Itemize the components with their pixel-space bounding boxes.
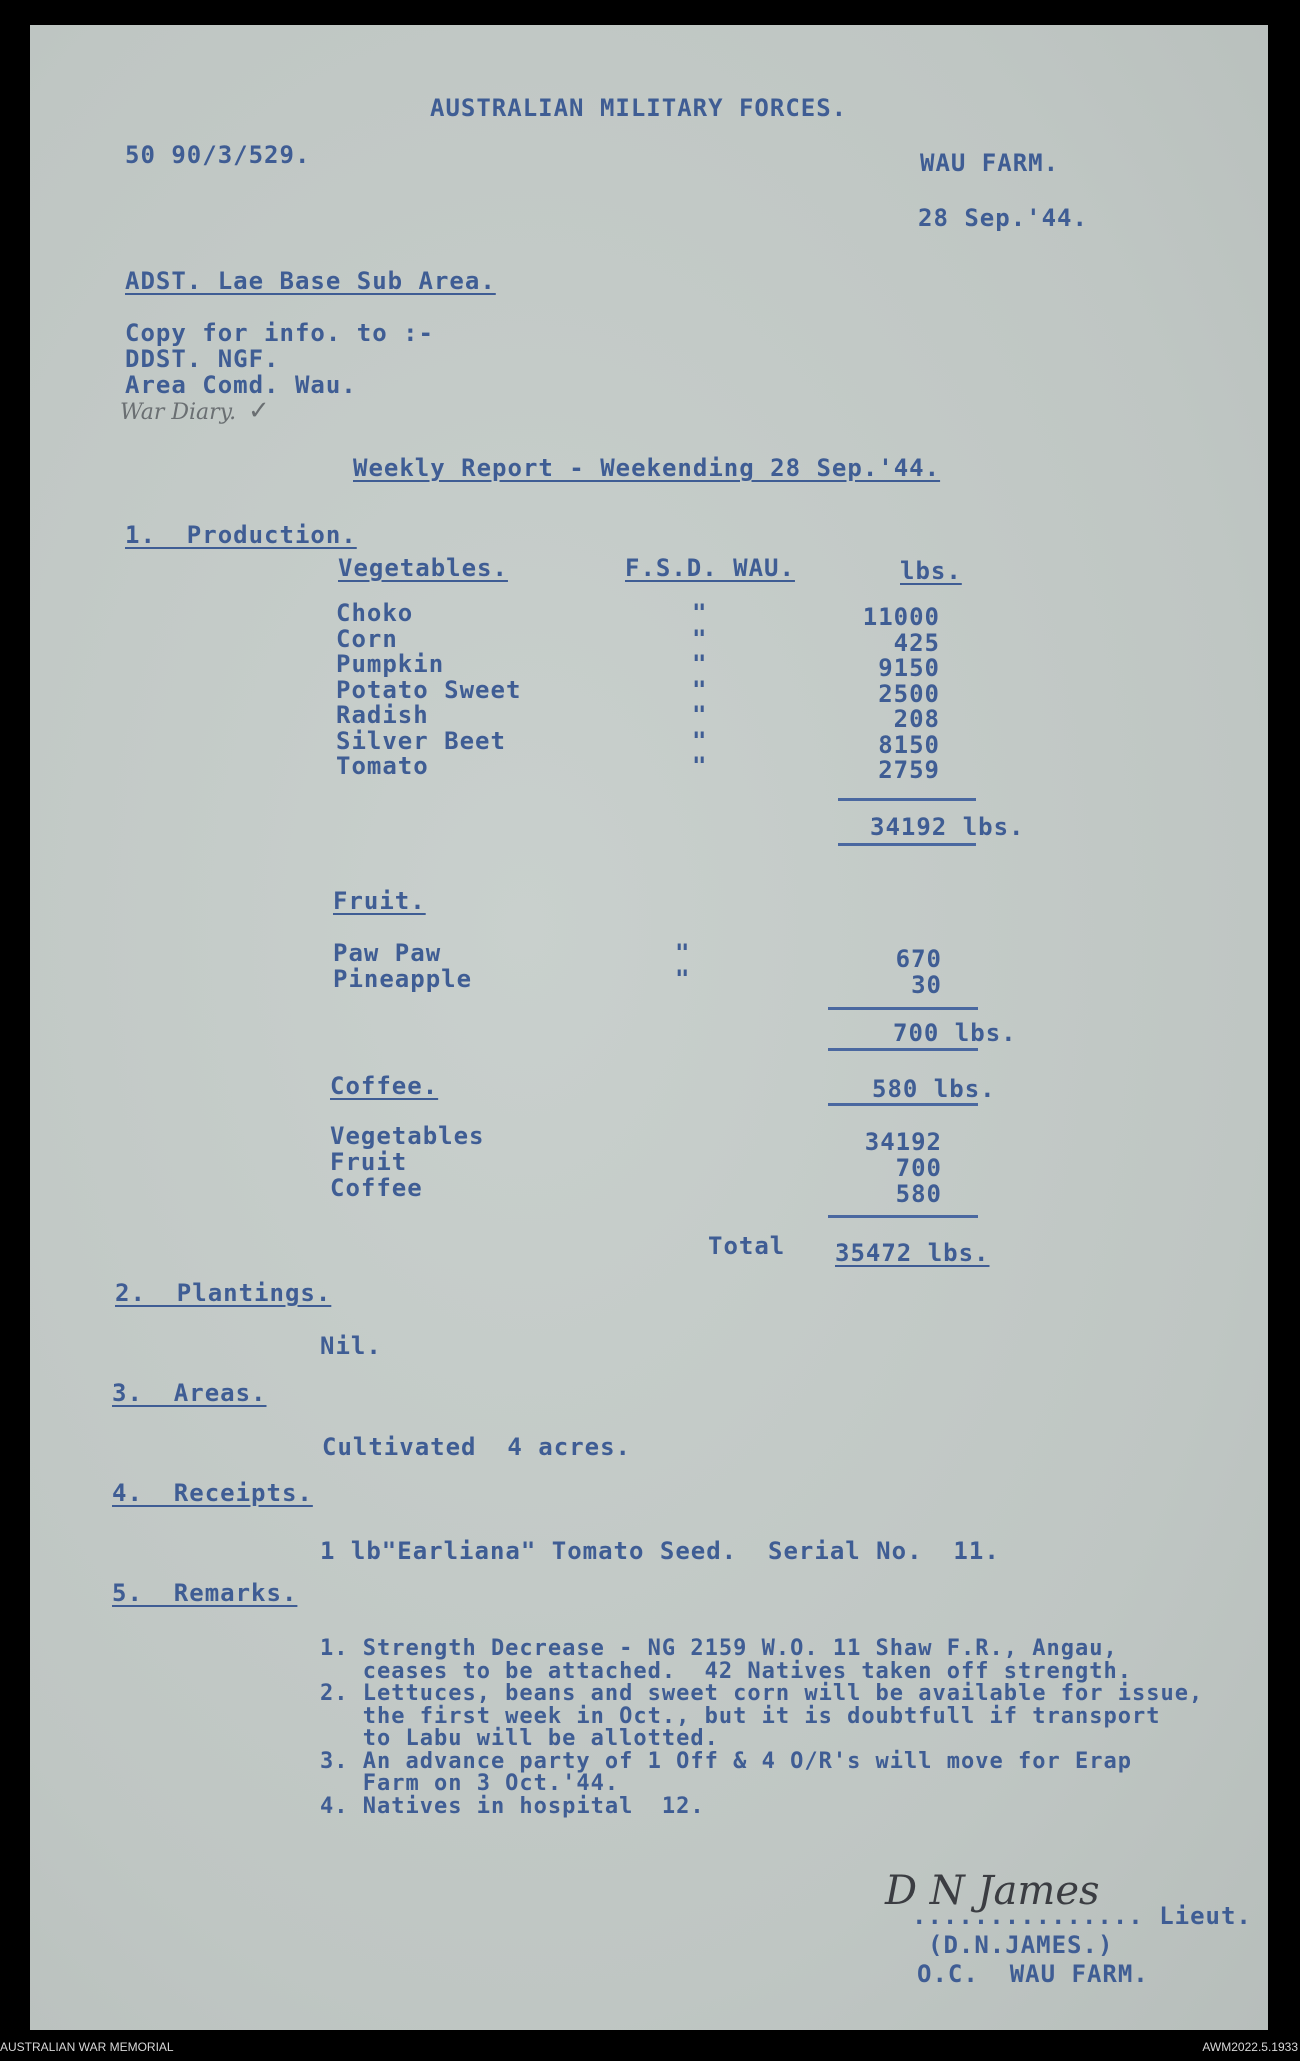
vegetable-lbs: 8150 — [878, 730, 940, 759]
ditto-mark: " — [692, 752, 708, 780]
signatory-role: O.C. WAU FARM. — [917, 1960, 1149, 1988]
total-label: Total — [708, 1232, 786, 1260]
grand-total: 35472 lbs. — [835, 1239, 990, 1267]
summary-lbs: 580 — [895, 1180, 942, 1208]
vegetable-name: Potato Sweet — [336, 675, 522, 704]
vegetable-lbs: 2759 — [878, 756, 940, 784]
copy-recipient: DDST. NGF. — [125, 345, 280, 373]
subtotal-rule — [838, 843, 976, 846]
subtotal-rule — [828, 1103, 978, 1106]
archive-footer-right: AWM2022.5.1933 — [1202, 2040, 1298, 2054]
vegetable-lbs: 11000 — [862, 603, 940, 631]
plantings-text: Nil. — [320, 1332, 382, 1360]
summary-name: Vegetables — [330, 1122, 485, 1150]
column-header-lbs: lbs. — [900, 557, 962, 585]
date: 28 Sep.'44. — [918, 204, 1088, 232]
subtotal-rule — [838, 798, 976, 801]
copy-line: Copy for info. to :- — [125, 319, 434, 347]
vegetable-name: Choko — [336, 599, 414, 627]
total-rule — [828, 1215, 978, 1218]
vegetable-lbs: 208 — [893, 705, 940, 733]
organisation-heading: AUSTRALIAN MILITARY FORCES. — [430, 94, 848, 122]
remark-line: the first week in Oct., but it is doubtfull if transport — [320, 1703, 1161, 1729]
vegetable-lbs: 2500 — [878, 679, 940, 708]
ditto-mark: " — [692, 624, 708, 653]
summary-name: Fruit — [330, 1148, 408, 1176]
vegetable-name: Silver Beet — [336, 726, 506, 755]
column-header-fsd: F.S.D. WAU. — [625, 554, 795, 582]
summary-lbs: 34192 — [864, 1128, 942, 1156]
vegetable-lbs: 9150 — [878, 654, 940, 682]
summary-name: Coffee — [330, 1174, 423, 1202]
vegetables-subtotal: 34192 lbs. — [870, 813, 1025, 841]
fruit-lbs: 670 — [895, 945, 942, 973]
tick-mark: ✓ — [248, 396, 270, 426]
section-production: 1. Production. — [125, 521, 357, 549]
fruit-name: Paw Paw — [333, 939, 442, 967]
vegetable-lbs: 425 — [893, 628, 940, 657]
remark-line: 4. Natives in hospital 12. — [320, 1793, 705, 1819]
column-header-vegetables: Vegetables. — [338, 554, 508, 582]
vegetable-name: Radish — [336, 701, 429, 729]
coffee-heading: Coffee. — [330, 1072, 439, 1100]
vegetable-name: Pumpkin — [336, 650, 445, 678]
summary-lbs: 700 — [895, 1154, 942, 1182]
handwritten-signature: D N James — [885, 1868, 1100, 1914]
remark-line: 3. An advance party of 1 Off & 4 O/R's will move for Erap — [320, 1748, 1132, 1774]
ditto-mark: " — [692, 701, 708, 729]
section-remarks: 5. Remarks. — [112, 1579, 298, 1607]
fruit-lbs: 30 — [911, 971, 942, 999]
vegetable-name: Tomato — [336, 752, 429, 780]
areas-text: Cultivated 4 acres. — [322, 1433, 631, 1461]
copy-recipient: Area Comd. Wau. — [125, 371, 357, 399]
receipts-text: 1 lb"Earliana" Tomato Seed. Serial No. 11. — [320, 1537, 1000, 1565]
section-areas: 3. Areas. — [112, 1379, 267, 1407]
ditto-mark: " — [692, 599, 708, 627]
addressee: ADST. Lae Base Sub Area. — [125, 267, 496, 295]
copy-recipient-handwritten: War Diary. — [120, 400, 237, 425]
ditto-mark: " — [692, 675, 708, 704]
report-title: Weekly Report - Weekending 28 Sep.'44. — [353, 454, 941, 482]
fruit-heading: Fruit. — [333, 887, 426, 915]
ditto-mark: " — [692, 726, 708, 755]
signature-line: ............... Lieut. — [912, 1902, 1252, 1930]
ditto-mark: " — [692, 650, 708, 678]
coffee-subtotal: 580 lbs. — [872, 1075, 996, 1103]
remark-line: to Labu will be allotted. — [320, 1726, 719, 1751]
vegetable-name: Corn — [336, 624, 398, 653]
ditto-mark: " — [675, 939, 691, 967]
subtotal-rule — [828, 1007, 978, 1010]
subtotal-rule — [828, 1048, 978, 1051]
ditto-mark: " — [675, 965, 691, 993]
fruit-name: Pineapple — [333, 965, 473, 993]
archive-footer-left: AUSTRALIAN WAR MEMORIAL — [0, 2040, 174, 2054]
remark-line: 2. Lettuces, beans and sweet corn will be available for issue, — [320, 1681, 1204, 1706]
remark-line: ceases to be attached. 42 Natives taken off strength. — [320, 1658, 1132, 1684]
fruit-subtotal: 700 lbs. — [893, 1019, 1017, 1047]
location: WAU FARM. — [920, 149, 1060, 177]
reference-number: 50 90/3/529. — [125, 141, 311, 169]
remark-line: 1. Strength Decrease - NG 2159 W.O. 11 Shaw F.R., Angau, — [320, 1636, 1118, 1661]
section-receipts: 4. Receipts. — [112, 1479, 313, 1507]
signatory-name: (D.N.JAMES.) — [928, 1931, 1114, 1959]
remark-line: Farm on 3 Oct.'44. — [320, 1771, 620, 1796]
section-plantings: 2. Plantings. — [115, 1279, 332, 1307]
